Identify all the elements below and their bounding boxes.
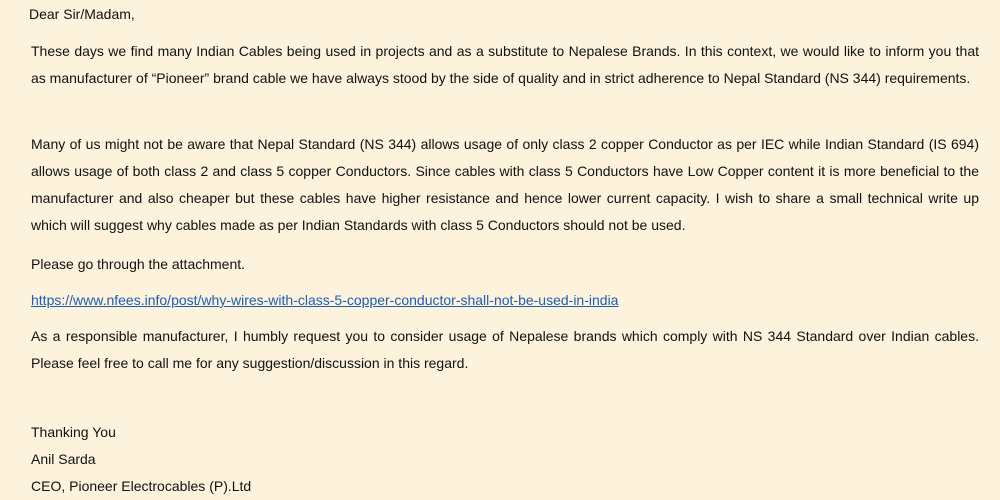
paragraph-standards: Many of us might not be aware that Nepal Standard (NS 344) allows usage of only class 2 copper Conductor as per IEC while Indian Standard (IS 694) allows usage of both class 2 and class 5 copper Conductors. Since cables with class 5 Conductors have Low Copper content it is more beneficial to the manufacturer and also cheaper but these cables have higher resistance and hence lower current capacity. I wish to share a small technical write up which will suggest why cables made as per Indian Standards with class 5 Conductors should not be used. xyxy=(31,136,979,233)
salutation: Dear Sir/Madam, xyxy=(29,6,135,22)
letter-body xyxy=(31,0,979,500)
closing-line: Thanking You xyxy=(31,424,116,440)
paragraph-intro: These days we find many Indian Cables being used in projects and as a substitute to Nepalese Brands. In this context, we would like to inform you that as manufacturer of “Pioneer” brand cable we have always stood by the side of quality and in strict adherence to Nepal Standard (NS 344) requirements. xyxy=(31,43,979,86)
link-line xyxy=(31,292,618,308)
signer-name: Anil Sarda xyxy=(31,451,96,467)
article-link[interactable]: https://www.nfees.info/post/why-wires-with-class-5-copper-conductor-shall-not-be-used-in-india xyxy=(31,292,619,308)
paragraph-request: As a responsible manufacturer, I humbly request you to consider usage of Nepalese brands which comply with NS 344 Standard over Indian cables. Please feel free to call me for any suggestion/discussion in this regard. xyxy=(31,328,979,371)
signer-title: CEO, Pioneer Electrocables (P).Ltd xyxy=(31,478,252,494)
paragraph-attachment: Please go through the attachment. xyxy=(31,256,246,272)
